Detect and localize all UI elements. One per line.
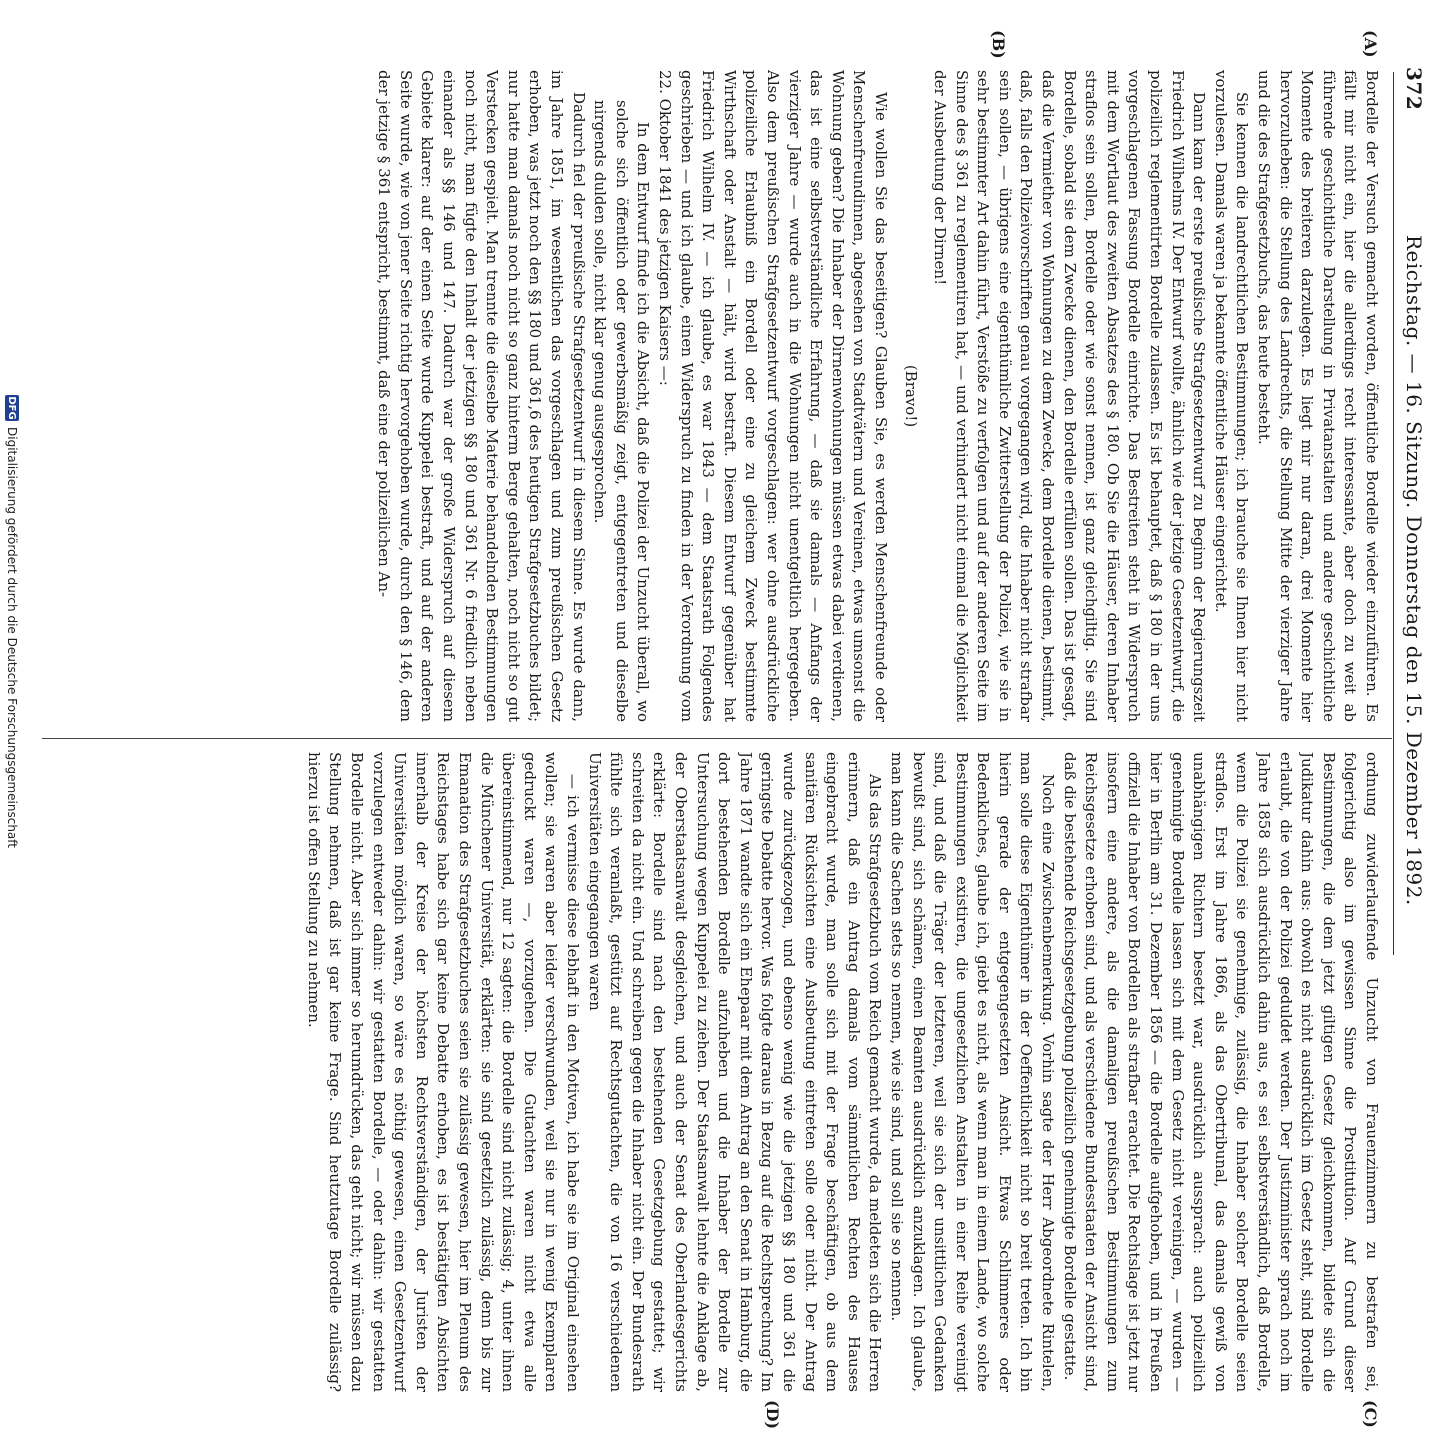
paragraph: Sie kennen die landrechtlichen Bestimmungen; ich brauche sie Ihnen hier nicht vorzulesen. Damals waren ja bekannte öffentliche Häuser eingerichtet. <box>1211 70 1252 722</box>
paragraph: — ich vermisse diese lebhaft in den Motiven, ich habe sie im Original einsehen wollen; sie waren aber leider verschwunden, weil sie nur in wenig Exemplaren gedruckt waren —, vorzugehen. Die Gutachten waren nicht etwa alle übereinstimmend, nur 12 sagten: die Bordelle sind nicht zulässig; 4, unter ihnen die Münchener Universität, erklärten: sie sind gesetzlich zulässig, denn bis zur Emanation des Strafgesetzbuches seien sie zulässig gewesen, hier im Plenum des Reichstages habe sich gar keine Debatte erhoben, es ist bestätigten Absichten innerhalb der Kreise der höchsten Rechtsverständigen, der Juristen der Universitäten möglich waren, so wäre es nöthig gewesen, einen Gesetzentwurf vorzulegen entweder dahin: wir gestatten Bordelle, — oder dahin: wir gestatten Bordelle nicht. Aber sich immer so herumdrücken, das geht nicht; wir müssen dazu Stellung nehmen, daß ist gar keine Frage. Sind heutzutage Bordelle zulässig? hierzu ist offen Stellung zu nehmen. <box>304 752 583 1392</box>
interjection: (Bravo!) <box>901 364 920 428</box>
paragraph: Noch eine Zwischenbemerkung. Vorhin sagte der Herr Abgeordnete Rintelen, man solle diese Eigenthümer in der Oeffentlichkeit nicht so breit treten. Ich bin hierin gerade der entgegengesetzten Ansicht. Etwas Schlimmeres oder Bedenkliches, glaube ich, giebt es nicht, als wenn man in einem Lande, wo solche Bestimmungen existiren, die ungesetzlichen Anstalten in einer Reihe vereinigt sind, und daß die Träger der letzteren, weil sie sich der unsittlichen Gedanken bewußt sind, sich schämen, einen Beamten ausdrücklich anzuklagen. Ich glaube, man kann die Sachen stets so nennen, wie sie sind, und soll sie so nennen. <box>887 752 1058 1392</box>
page-header <box>1396 55 1430 965</box>
column-divider <box>42 738 1392 739</box>
quotation: In dem Entwurf finde ich die Absicht, daß die Polizei der Unzucht überall, wo solche sich öffentlich oder gewerbsmäßig zeigt, entgegentreten und dieselbe nirgends dulden solle, nicht klar genug ausgesprochen. <box>591 100 653 722</box>
paragraph: Dann kam der erste preußische Strafgesetzentwurf zu Beginn der Regierungszeit Friedrich Wilhelms IV. Der Entwurf wollte, ähnlich wie der jetzige Gesetzentwurf, die polizeilich reglementirten Bordelle zulassen. Es ist behauptet, daß § 180 in der uns vorgeschlagenen Fassung Bordelle einrichte. Das Bestreiten steht in Widerspruch mit dem Wortlaut des zweiten Absatzes des § 180. Ob Sie die Häuser, deren Inhaber straflos sein sollen, Bordelle oder wie sonst nennen, ist ganz gleichgiltig. Sie sind Bordelle, sobald sie dem Zwecke dienen, den Bordelle erfüllen sollen. Das ist gesagt, daß die Vermiether von Wohnungen zu dem Zwecke, dem Bordelle dienen, bestimmt, daß, falls den Polizeivorschriften genau vorgegangen wird, die Inhaber nicht strafbar sein sollen, — übrigens eine eigenthümliche Zwitterstellung der Polizei, wie sie in sehr bestimmter Art dahin führt, Verstöße zu verfolgen und auf der anderen Seite im Sinne des § 361 zu reglementiren hat, — und verhindert nicht einmal die Möglichkeit der Ausbeutung der Dirnen! <box>931 70 1209 722</box>
page-number: 372 <box>1402 67 1426 111</box>
paragraph: Wie wollen Sie das beseitigen? Glauben Sie, es werden Menschenfreunde oder Menschenfreundinnen, abgesehen von Stadtvätern und Vereinen, etwas umsonst die Wohnung geben? Die Inhaber der Dirnenwohnungen müssen etwas dabei verdienen, das ist eine selbstverständliche Erfahrung, — daß sie damals — Anfangs der vierziger Jahre — wurde auch in die Wohnungen nicht unentgeltlich hergegeben. Also dem preußischen Strafgesetzentwurf vorgeschlagen: wer ohne ausdrückliche polizeiliche Erlaubniß ein Bordell oder eine zu gleichem Zweck bestimmte Wirthschaft oder Anstalt — hält, wird bestraft. Diesem Entwurf gegenüber hat Friedrich Wilhelm IV. — ich glaube, es war 1843 — dem Staatsrath Folgendes geschrieben — und ich glaube, einen Widerspruch zu finden in der Verordnung vom 22. Oktober 1841 des jetzigen Kaisers —: <box>656 70 890 722</box>
margin-marker-b: (B) <box>989 30 1008 59</box>
margin-marker-d: (D) <box>763 1400 782 1429</box>
paragraph: Dadurch fiel der preußische Strafgesetzentwurf in diesem Sinne. Es wurde dann, im Jahre 1851, im wesentlichen das vorgeschlagen und zum preußischen Gesetz erhoben, was jetzt noch den §§ 180 und 361,6 des heutigen Strafgesetzbuches bildet; nur hatte man damals noch nicht so ganz hinterm Berge gehalten, noch nicht so gut Verstecken gespielt. Man trennte die dieselbe Materie behandelnden Bestimmungen noch nicht, man fügte den Inhalt der jetzigen §§ 180 und 361 Nr. 6 friedlich neben einander als §§ 146 und 147. Dadurch war der große Widerspruch auf diesem Gebiete klarer: auf der einen Seite wurde Kuppelei bestraft, und auf der anderen Seite wurde, wie von jener Seite richtig hervorgehoben wurde, durch den § 146, dem der jetzige § 361 entspricht, bestimmt, daß eine der polizeilichen An- <box>375 70 588 722</box>
left-column <box>92 70 1382 722</box>
margin-marker-c: (C) <box>1361 1400 1380 1428</box>
header-rule <box>1393 72 1394 955</box>
digitization-credit <box>2 395 22 1000</box>
margin-marker-a: (A) <box>1361 30 1380 58</box>
paragraph: ordnung zuwiderlaufende Unzucht von Frauenzimmern zu bestrafen sei, folgerichtig also im gewissen Sinne die Prostitution. Auf Grund dieser Bestimmungen, die dem jetzt giltigen Gesetz gleichkommen, bildete sich die Judikatur dahin aus: obwohl es nicht ausdrücklich im Gesetz steht, sind Bordelle erlaubt, die von der Polizei geduldet werden. Der Justizminister sprach noch im Jahre 1858 sich ausdrücklich dahin aus, es sei selbstverständlich, daß Bordelle, wenn die Polizei sie genehmige, zulässig, die Inhaber solcher Bordelle seien straflos. Erst im Jahre 1866, als das Obertribunal, das damals gewiß von unabhängigen Richtern besetzt war, ausdrücklich aussprach: auch polizeilich genehmigte Bordelle lassen sich mit dem Gesetz nicht vereinigen, — wurden — hier in Berlin am 31. Dezember 1856 — die Bordelle aufgehoben, und in Preußen offiziell die Inhaber von Bordellen als strafbar erachtet. Die Rechtslage ist jetzt nur insofern eine andere, als die damaligen preußischen Bestimmungen zum Reichsgesetze erhoben sind, und als verschiedene Bundesstaaten der Ansicht sind, daß die bestehende Reichsgesetzgebung polizeilich genehmigte Bordelle gestatte. <box>1060 752 1381 1392</box>
paragraph: Bordelle der Versuch gemacht worden, öffentliche Bordelle wieder einzuführen. Es fällt mir nicht ein, hier die allerdings recht interessante, aber doch zu weit ab führende geschichtliche Darstellung in Privatanstalten und andere geschichtliche Momente des breiteren darzulegen. Es liegt mir nur daran, drei Momente hier hervorzuheben: die Stellung des Landrechts, die Stellung Mitte der vierziger Jahre und die des Strafgesetzbuchs, das heute besteht. <box>1255 70 1381 722</box>
paragraph: Als das Strafgesetzbuch vom Reich gemacht wurde, da meldeten sich die Herren erinnern, daß ein Antrag damals vom sämmtlichen Rechten des Hauses eingebracht wurde, man solle sich mit der Frage beschäftigen, ob aus dem sanitären Rücksichten eine Ausbeutung eintreten solle oder nicht. Der Antrag wurde zurückgezogen, und ebenso wenig wie die jetzigen §§ 180 und 361 die geringste Debatte hervor. Was folgte daraus in Bezug auf die Rechtsprechung? Im Jahre 1871 wandte sich ein Ehepaar mit dem Antrag an den Senat in Hamburg, die dort bestehenden Bordelle aufzuheben und die Inhaber der Bordelle zur Untersuchung wegen Kuppelei zu ziehen. Der Staatsanwalt lehnte die Anklage ab, der Oberstaatsanwalt desgleichen, und auch der Senat des Oberlandesgerichts erklärte: Bordelle sind nach den bestehenden Gesetzgebung gestattet; wir schreiten da nicht ein. Und schreiben gegen die Inhaber nicht ein. Der Bundesrath fühlte sich veranlaßt, gestützt auf Rechtsgutachten, die von 16 verschiedenen Universitäten eingegangen waren <box>585 752 885 1392</box>
credit-text: Digitalisierung gefördert durch die Deutsche Forschungsgemeinschaft <box>5 427 19 849</box>
running-title: Reichstag. — 16. Sitzung. Donnerstag den 15. Dezember 1892. <box>1402 235 1426 906</box>
right-column <box>92 752 1382 1392</box>
dfg-logo: DFG <box>6 396 18 420</box>
